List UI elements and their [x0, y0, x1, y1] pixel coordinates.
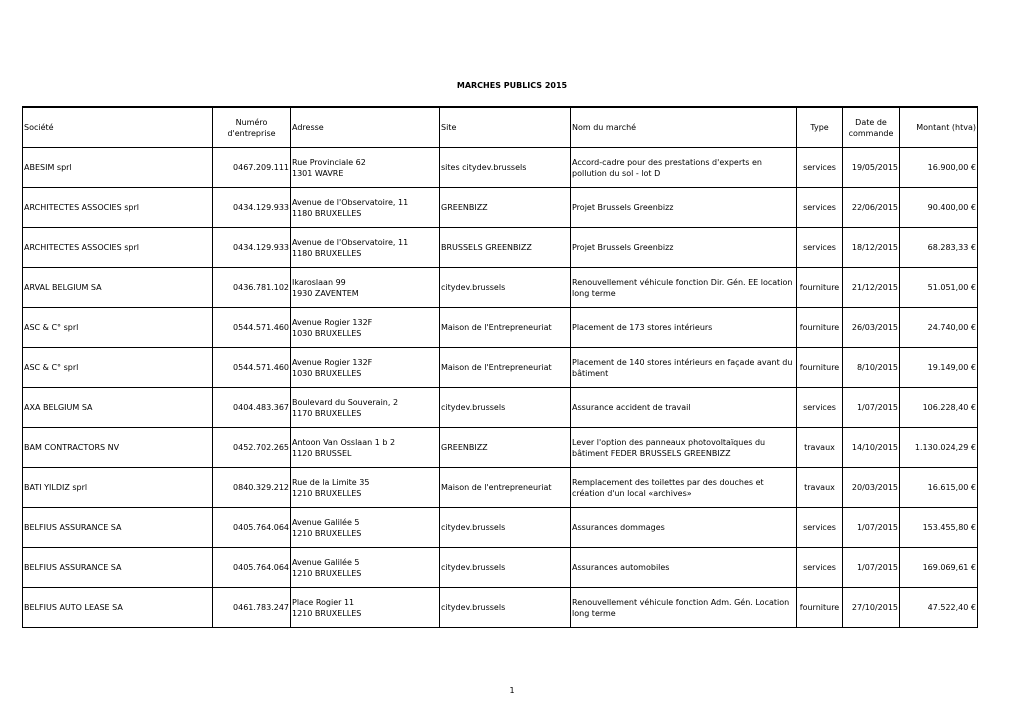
header-date: Date de commande: [843, 107, 900, 148]
cell-date: 19/05/2015: [843, 148, 900, 188]
table-row: [23, 148, 978, 188]
cell-montant: 68.283,33 €: [900, 228, 978, 268]
header-type: Type: [797, 107, 843, 148]
cell-numero: 0467.209.111: [213, 148, 291, 188]
table-row: [23, 268, 978, 308]
cell-adresse: [291, 268, 440, 308]
cell-numero: 0544.571.460: [213, 348, 291, 388]
header-numero: Numéro d'entreprise: [213, 107, 291, 148]
cell-societe: BAM CONTRACTORS NV: [23, 428, 213, 468]
cell-type: services: [797, 548, 843, 588]
cell-numero: 0404.483.367: [213, 388, 291, 428]
cell-marche: Placement de 140 stores intérieurs en façade avant du bâtiment: [571, 348, 797, 388]
address-street: Rue de la Limite 35: [292, 477, 370, 487]
header-marche: Nom du marché: [571, 107, 797, 148]
cell-date: 20/03/2015: [843, 468, 900, 508]
cell-date: 1/07/2015: [843, 508, 900, 548]
address-street: Avenue de l'Observatoire, 11: [292, 197, 409, 207]
cell-adresse: [291, 388, 440, 428]
cell-marche: Projet Brussels Greenbizz: [571, 188, 797, 228]
cell-numero: 0405.764.064: [213, 508, 291, 548]
header-adresse: Adresse: [291, 107, 440, 148]
cell-type: services: [797, 388, 843, 428]
cell-date: 14/10/2015: [843, 428, 900, 468]
cell-marche: Lever l'option des panneaux photovoltaïques du bâtiment FEDER BRUSSELS GREENBIZZ: [571, 428, 797, 468]
cell-numero: 0544.571.460: [213, 308, 291, 348]
address-street: Avenue Rogier 132F: [292, 317, 373, 327]
cell-site: Maison de l'Entrepreneuriat: [440, 348, 571, 388]
address-city: 1030 BRUXELLES: [292, 368, 362, 378]
cell-type: fourniture: [797, 268, 843, 308]
cell-numero: 0452.702.265: [213, 428, 291, 468]
address-city: 1030 BRUXELLES: [292, 328, 362, 338]
cell-societe: ASC & C° sprl: [23, 348, 213, 388]
cell-date: 21/12/2015: [843, 268, 900, 308]
address-city: 1930 ZAVENTEM: [292, 288, 359, 298]
cell-societe: BELFIUS ASSURANCE SA: [23, 548, 213, 588]
cell-type: fourniture: [797, 308, 843, 348]
table-row: [23, 428, 978, 468]
cell-adresse: [291, 228, 440, 268]
cell-date: 26/03/2015: [843, 308, 900, 348]
page-number: 1: [509, 686, 515, 695]
cell-numero: 0840.329.212: [213, 468, 291, 508]
cell-date: 8/10/2015: [843, 348, 900, 388]
cell-type: services: [797, 228, 843, 268]
cell-type: fourniture: [797, 348, 843, 388]
cell-montant: 90.400,00 €: [900, 188, 978, 228]
cell-site: Maison de l'Entrepreneuriat: [440, 308, 571, 348]
cell-montant: 1.130.024,29 €: [900, 428, 978, 468]
cell-numero: 0461.783.247: [213, 588, 291, 628]
table-row: [23, 468, 978, 508]
cell-societe: ASC & C° sprl: [23, 308, 213, 348]
cell-numero: 0434.129.933: [213, 228, 291, 268]
cell-societe: BELFIUS AUTO LEASE SA: [23, 588, 213, 628]
cell-montant: 16.615,00 €: [900, 468, 978, 508]
public-contracts-table: [22, 106, 978, 628]
cell-marche: Accord-cadre pour des prestations d'experts en pollution du sol - lot D: [571, 148, 797, 188]
cell-societe: ABESIM sprl: [23, 148, 213, 188]
cell-adresse: [291, 428, 440, 468]
cell-site: BRUSSELS GREENBIZZ: [440, 228, 571, 268]
table-row: [23, 228, 978, 268]
cell-marche: Projet Brussels Greenbizz: [571, 228, 797, 268]
cell-site: citydev.brussels: [440, 508, 571, 548]
address-street: Ikaroslaan 99: [292, 277, 346, 287]
table-row: [23, 388, 978, 428]
address-street: Rue Provinciale 62: [292, 157, 366, 167]
cell-adresse: [291, 548, 440, 588]
cell-societe: BELFIUS ASSURANCE SA: [23, 508, 213, 548]
cell-societe: ARVAL BELGIUM SA: [23, 268, 213, 308]
table-row: [23, 188, 978, 228]
address-city: 1180 BRUXELLES: [292, 208, 362, 218]
address-city: 1210 BRUXELLES: [292, 528, 362, 538]
cell-site: GREENBIZZ: [440, 188, 571, 228]
document-title: MARCHES PUBLICS 2015: [456, 81, 568, 90]
cell-numero: 0405.764.064: [213, 548, 291, 588]
table-header-row: [23, 107, 978, 148]
cell-marche: Placement de 173 stores intérieurs: [571, 308, 797, 348]
address-street: Avenue de l'Observatoire, 11: [292, 237, 409, 247]
cell-montant: 19.149,00 €: [900, 348, 978, 388]
cell-date: 1/07/2015: [843, 548, 900, 588]
cell-societe: ARCHITECTES ASSOCIES sprl: [23, 188, 213, 228]
address-city: 1301 WAVRE: [292, 168, 344, 178]
cell-montant: 16.900,00 €: [900, 148, 978, 188]
address-street: Avenue Rogier 132F: [292, 357, 373, 367]
address-street: Place Rogier 11: [292, 597, 355, 607]
cell-type: travaux: [797, 468, 843, 508]
cell-adresse: [291, 348, 440, 388]
cell-montant: 51.051,00 €: [900, 268, 978, 308]
cell-type: services: [797, 508, 843, 548]
cell-adresse: [291, 148, 440, 188]
cell-adresse: [291, 468, 440, 508]
address-city: 1120 BRUSSEL: [292, 448, 352, 458]
header-montant: Montant (htva): [900, 107, 978, 148]
cell-date: 1/07/2015: [843, 388, 900, 428]
table-row: [23, 508, 978, 548]
table-row: [23, 548, 978, 588]
cell-adresse: [291, 508, 440, 548]
address-city: 1210 BRUXELLES: [292, 608, 362, 618]
cell-numero: 0436.781.102: [213, 268, 291, 308]
address-street: Avenue Galilée 5: [292, 517, 360, 527]
cell-type: travaux: [797, 428, 843, 468]
cell-societe: AXA BELGIUM SA: [23, 388, 213, 428]
cell-type: fourniture: [797, 588, 843, 628]
cell-societe: BATI YILDIZ sprl: [23, 468, 213, 508]
cell-site: citydev.brussels: [440, 268, 571, 308]
cell-date: 27/10/2015: [843, 588, 900, 628]
cell-montant: 169.069,61 €: [900, 548, 978, 588]
cell-montant: 153.455,80 €: [900, 508, 978, 548]
cell-marche: Assurances automobiles: [571, 548, 797, 588]
cell-site: citydev.brussels: [440, 388, 571, 428]
cell-numero: 0434.129.933: [213, 188, 291, 228]
cell-site: Maison de l'entrepreneuriat: [440, 468, 571, 508]
header-societe: Société: [23, 107, 213, 148]
cell-societe: ARCHITECTES ASSOCIES sprl: [23, 228, 213, 268]
cell-site: citydev.brussels: [440, 548, 571, 588]
cell-marche: Assurance accident de travail: [571, 388, 797, 428]
cell-montant: 106.228,40 €: [900, 388, 978, 428]
cell-adresse: [291, 588, 440, 628]
cell-type: services: [797, 188, 843, 228]
cell-marche: Renouvellement véhicule fonction Adm. Gén. Location long terme: [571, 588, 797, 628]
cell-site: citydev.brussels: [440, 588, 571, 628]
address-city: 1210 BRUXELLES: [292, 568, 362, 578]
cell-marche: Remplacement des toilettes par des douches et création d'un local «archives»: [571, 468, 797, 508]
table-row: [23, 308, 978, 348]
address-street: Antoon Van Osslaan 1 b 2: [292, 437, 396, 447]
cell-marche: Assurances dommages: [571, 508, 797, 548]
cell-date: 22/06/2015: [843, 188, 900, 228]
table-row: [23, 588, 978, 628]
address-street: Boulevard du Souverain, 2: [292, 397, 399, 407]
address-city: 1180 BRUXELLES: [292, 248, 362, 258]
address-street: Avenue Galilée 5: [292, 557, 360, 567]
cell-site: GREENBIZZ: [440, 428, 571, 468]
cell-marche: Renouvellement véhicule fonction Dir. Gén. EE location long terme: [571, 268, 797, 308]
address-city: 1170 BRUXELLES: [292, 408, 362, 418]
cell-date: 18/12/2015: [843, 228, 900, 268]
table-row: [23, 348, 978, 388]
cell-montant: 47.522,40 €: [900, 588, 978, 628]
cell-adresse: [291, 308, 440, 348]
address-city: 1210 BRUXELLES: [292, 488, 362, 498]
cell-type: services: [797, 148, 843, 188]
cell-adresse: [291, 188, 440, 228]
header-site: Site: [440, 107, 571, 148]
cell-montant: 24.740,00 €: [900, 308, 978, 348]
cell-site: sites citydev.brussels: [440, 148, 571, 188]
